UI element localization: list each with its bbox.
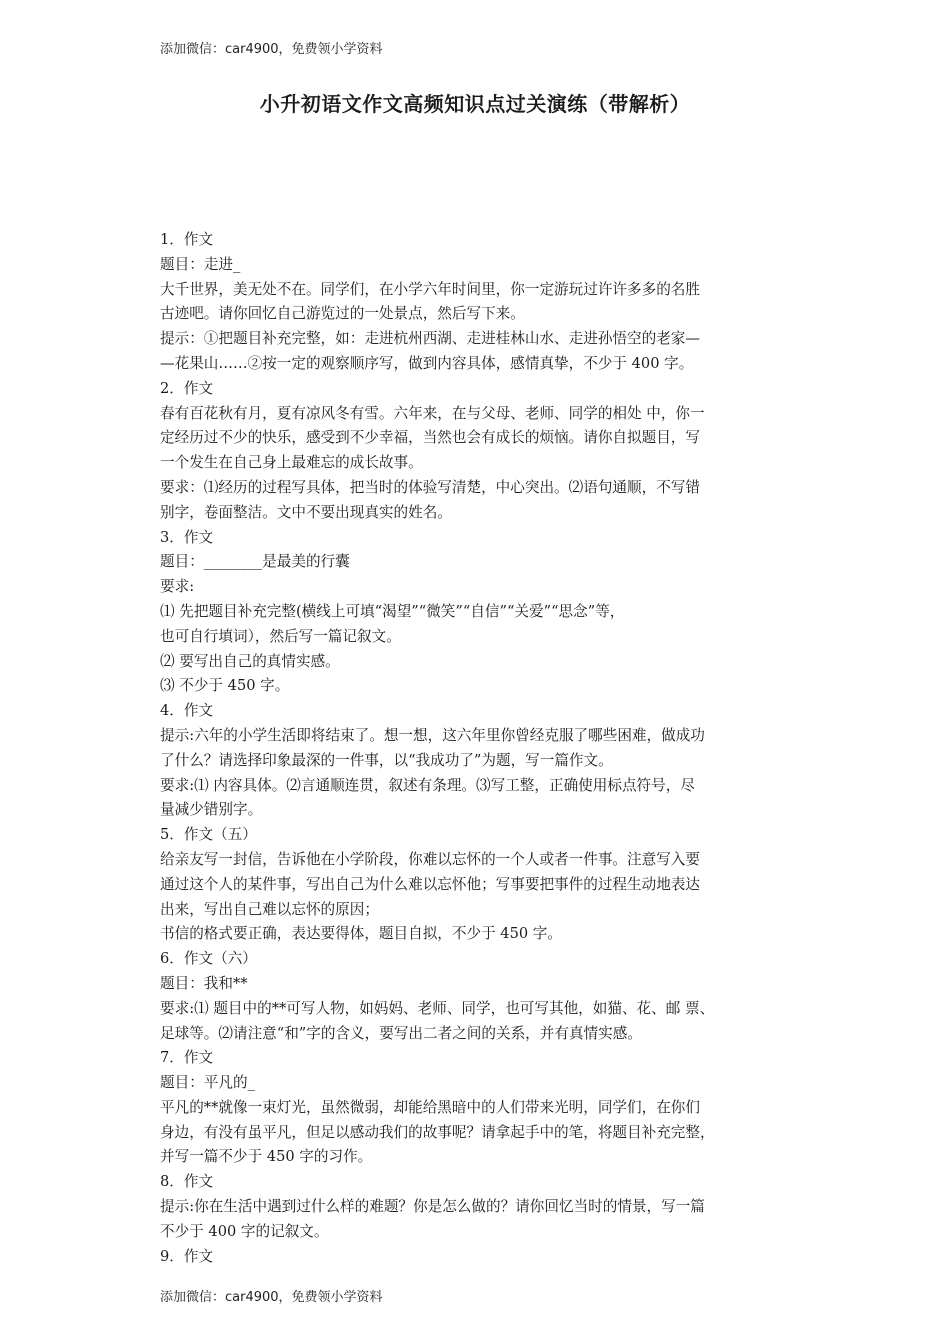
text-line: 1．作文 (160, 231, 214, 248)
text-line: 也可自行填词），然后写一篇记叙文。 (160, 627, 401, 645)
text-line: 大千世界，美无处不在。同学们，在小学六年时间里，你一定游玩过许许多多的名胜 (160, 280, 700, 298)
text-line: 古迹吧。请你回忆自己游览过的一处景点，然后写下来。 (160, 305, 525, 323)
text-line: 平凡的**就像一束灯光，虽然微弱，却能给黑暗中的人们带来光明，同学们，在你们 (160, 1098, 700, 1116)
text-line: 春有百花秋有月，夏有凉风冬有雪。六年来，在与父母、老师、同学的相处 中，你一 (160, 404, 705, 422)
text-line: 要求：⑴经历的过程写具体，把当时的体验写清楚，中心突出。⑵语句通顺，不写错 (160, 478, 700, 496)
text-line: 提示:你在生活中遇到过什么样的难题？你是怎么做的？请你回忆当时的情景，写一篇 (160, 1198, 705, 1216)
text-line: 题目：走进_ (160, 255, 241, 273)
text-line: 2．作文 (160, 379, 214, 397)
text-line: 6．作文（六） (160, 950, 257, 968)
text-line: 给亲友写一封信，告诉他在小学阶段，你难以忘怀的一个人或者一件事。注意写入要 (160, 850, 700, 868)
text-line: 提示：①把题目补充完整，如：走进杭州西湖、走进桂林山水、走进孙悟空的老家— (160, 330, 700, 348)
document-body (160, 228, 800, 1269)
text-line: 8．作文 (160, 1173, 214, 1191)
text-line: 身边，有没有虽平凡，但足以感动我们的故事呢？请拿起手中的笔，将题目补充完整， (160, 1123, 715, 1141)
text-line: 了什么？请选择印象最深的一件事，以“我成功了”为题，写一篇作文。 (160, 751, 613, 769)
text-line: 题目：________是最美的行囊 (160, 553, 350, 571)
text-line: 书信的格式要正确，表达要得体，题目自拟，不少于 450 字。 (160, 925, 562, 943)
text-line: 提示:六年的小学生活即将结束了。想一想，这六年里你曾经克服了哪些困难，做成功 (160, 726, 705, 744)
text-line: 出来，写出自己难以忘怀的原因； (160, 900, 379, 918)
page-title: 小升初语文作文高频知识点过关演练（带解析） (259, 92, 691, 116)
text-line: 足球等。⑵请注意“和”字的含义，要写出二者之间的关系，并有真情实感。 (160, 1024, 642, 1042)
header-note: 添加微信：car4900，免费领小学资料 (160, 42, 383, 57)
text-line: 4．作文 (160, 702, 214, 720)
text-line: —花果山……②按一定的观察顺序写，做到内容具体，感情真挚，不少于 400 字。 (160, 354, 694, 372)
text-line: 题目：我和** (160, 974, 248, 992)
text-line: 9．作文 (160, 1247, 214, 1265)
text-line: 题目：平凡的_ (160, 1074, 255, 1092)
text-line: 别字，卷面整洁。文中不要出现真实的姓名。 (160, 503, 452, 521)
text-line: 通过这个人的某件事，写出自己为什么难以忘怀他；写事要把事件的过程生动地表达 (160, 875, 700, 893)
text-line: 要求:⑴ 内容具体。⑵言通顺连贯，叙述有条理。⑶写工整，正确使用标点符号，尽 (160, 776, 695, 794)
text-line: 不少于 400 字的记叙文。 (160, 1222, 329, 1240)
footer-note: 添加微信：car4900，免费领小学资料 (160, 1290, 383, 1305)
text-line: 3．作文 (160, 528, 214, 546)
text-line: 7．作文 (160, 1049, 214, 1067)
text-line: ⑴ 先把题目补充完整(横线上可填“渴望”“微笑”“自信”“关爱”“思念”等， (160, 602, 625, 620)
text-line: 要求:⑴ 题目中的**可写人物，如妈妈、老师、同学，也可写其他，如猫、花、邮 票、 (160, 999, 715, 1017)
text-line: 量减少错别字。 (160, 801, 263, 819)
text-line: ⑵ 要写出自己的真情实感。 (160, 652, 340, 670)
text-line: 要求: (160, 578, 195, 596)
text-line: 并写一篇不少于 450 字的习作。 (160, 1148, 373, 1166)
text-line: 一个发生在自己身上最难忘的成长故事。 (160, 454, 423, 472)
text-line: 定经历过不少的快乐，感受到不少幸福，当然也会有成长的烦恼。请你自拟题目，写 (160, 429, 700, 447)
text-line: ⑶ 不少于 450 字。 (160, 677, 290, 695)
text-line: 5．作文（五） (160, 826, 257, 844)
